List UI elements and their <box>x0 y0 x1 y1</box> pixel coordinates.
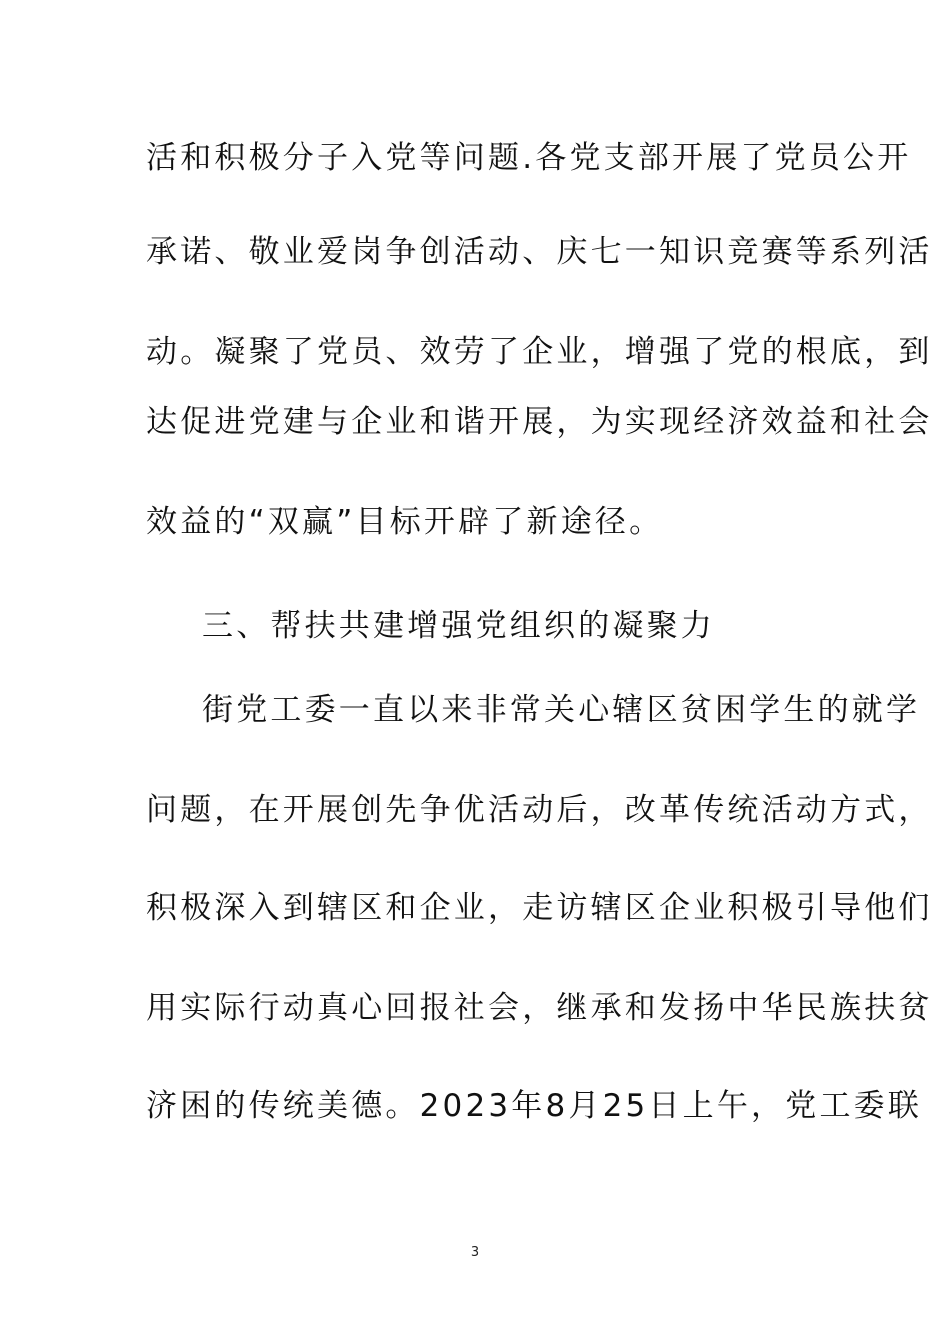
paragraph-line: 活和积极分子入党等问题.各党支部开展了党员公开 <box>146 140 912 176</box>
paragraph-line: 达促进党建与企业和谐开展，为实现经济效益和社会 <box>146 404 933 440</box>
paragraph-line: 承诺、敬业爱岗争创活动、庆七一知识竞赛等系列活 <box>146 234 933 270</box>
paragraph-line: 效益的“双赢”目标开辟了新途径。 <box>146 504 664 540</box>
paragraph-line: 用实际行动真心回报社会，继承和发扬中华民族扶贫 <box>146 990 933 1026</box>
paragraph-line: 街党工委一直以来非常关心辖区贫困学生的就学 <box>202 692 921 728</box>
section-heading: 三、帮扶共建增强党组织的凝聚力 <box>202 608 715 644</box>
paragraph-line: 济困的传统美德。2023年8月25日上午，党工委联 <box>146 1088 923 1124</box>
paragraph-line: 问题，在开展创先争优活动后，改革传统活动方式， <box>146 792 933 828</box>
paragraph-line: 动。凝聚了党员、效劳了企业，增强了党的根底，到 <box>146 334 933 370</box>
paragraph-line: 积极深入到辖区和企业，走访辖区企业积极引导他们 <box>146 890 933 926</box>
page-number: 3 <box>470 1245 480 1260</box>
